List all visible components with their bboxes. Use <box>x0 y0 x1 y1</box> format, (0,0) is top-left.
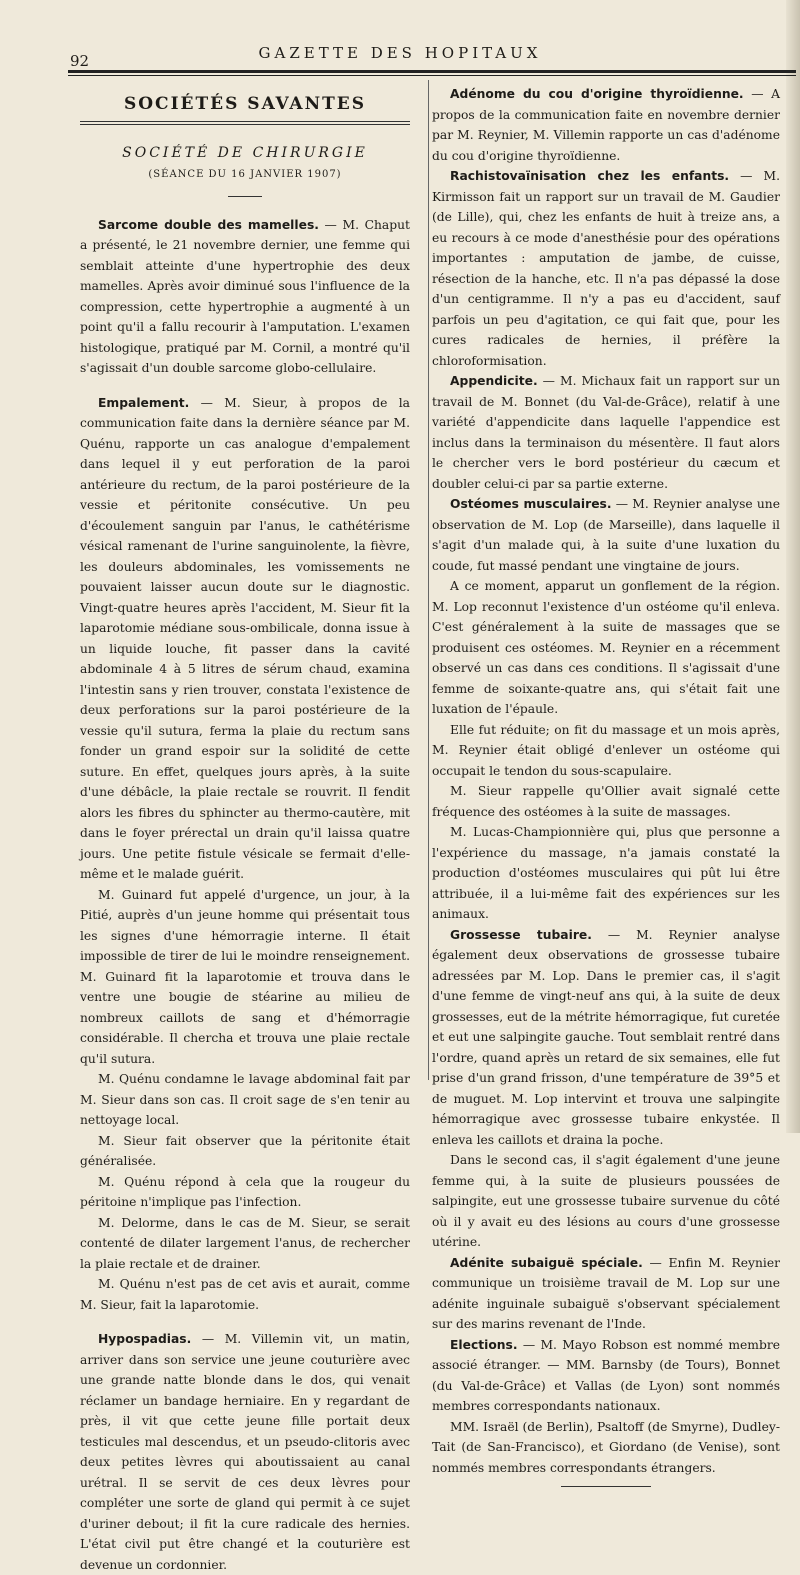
article-text: Elle fut réduite; on fit du massage et un mois après, M. Reynier était obligé d'enlever un ostéome qui occupait le tendon du sous-scapulaire. <box>432 722 780 778</box>
article-text: — Enfin M. Reynier communique un troisième travail de M. Lop sur une adénite inguinale subaiguë s'observant spécialement sur des marins revenant de l'Inde. <box>432 1255 780 1331</box>
article-text: M. Sieur rappelle qu'Ollier avait signalé cette fréquence des ostéomes à la suite de massages. <box>432 784 780 819</box>
article-paragraph <box>432 822 780 925</box>
article-text: — M. Reynier analyse une observation de M. Lop (de Marseille), dans laquelle il s'agit d'un malade qui, à la suite d'une luxation du coude, fut massé pendant une vingtaine de jours. <box>432 497 781 573</box>
article-paragraph <box>432 1253 780 1335</box>
article-paragraph <box>432 1335 780 1417</box>
article-paragraph <box>80 393 410 885</box>
article-heading: Elections. <box>450 1337 518 1352</box>
article-text: — M. Michaux fait un rapport sur un travail de M. Bonnet (du Val-de-Grâce), relatif à une variété d'appendicite dans laquelle l'appendice est inclus dans la terminaison du mésentère. Il faut alors le chercher vers le bord postérieur du cæcum et doubler celui-ci par sa partie externe. <box>432 374 780 491</box>
article-text: M. Lucas-Championnière qui, plus que personne a l'expérience du massage, n'a jamais constaté la production d'ostéomes musculaires qui pût lui être attribuée, il a lui-même fait des expériences sur les animaux. <box>432 825 780 921</box>
seance-date: (SÉANCE DU 16 JANVIER 1907) <box>148 169 342 180</box>
header-rule-thin <box>68 75 796 76</box>
article-text: — M. Reynier analyse également deux observations de grossesse tubaire adressées par M. Lop. Dans le premier cas, il s'agit d'une femme de vingt-neuf ans qui, à la suite de deux grossesses, eut de la métrite hémorragique, fut curetée et eut une salpingite gauche. Tout semblait rentré dans l'ordre, quand après un retard de six semaines, elle fut prise d'un grand frisson, d'une température de 39°5 et de muguet. M. Lop intervint et trouva une salpingite hémorragique avec grossesse tubaire enkystée. Il enleva les caillots et draina la poche. <box>432 927 780 1147</box>
article-text: — M. Mayo Robson est nommé membre associé étranger. — MM. Barnsby (de Tours), Bonnet (du Val-de-Grâce) et Vallas (de Lyon) sont nommés membres correspondants nationaux. <box>432 1337 780 1413</box>
article-text: — M. Chaput a présenté, le 21 novembre dernier, une femme qui semblait atteinte d'une hypertrophie des deux mamelles. Après avoir diminué sous l'influence de la compression, cette hypertrophie a augmenté à un point qu'il a fallu recourir à l'amputation. L'examen histologique, pratiqué par M. Cornil, a montré qu'il s'agissait d'un double sarcome globo-cellulaire. <box>80 217 410 375</box>
article-text: M. Quénu répond à cela que la rougeur du péritoine n'implique pas l'infection. <box>80 1174 410 1209</box>
article-text: M. Delorme, dans le cas de M. Sieur, se serait contenté de dilater largement l'anus, de rechercher la plaie rectale et de drainer. <box>80 1215 410 1271</box>
right-column <box>432 84 780 1487</box>
article-paragraph <box>80 885 410 1070</box>
article-text: M. Guinard fut appelé d'urgence, un jour, à la Pitié, auprès d'un jeune homme qui présentait tous les signes d'une hémorragie interne. Il était impossible de tirer de lui le moindre renseignement. M. Guinard fit la laparotomie et trouva dans le ventre une bougie de stéarine au milieu de nombreux caillots de sang et d'hémorragie considérable. Il chercha et trouva une plaie rectale qu'il sutura. <box>80 887 410 1066</box>
left-column <box>80 84 410 1575</box>
article-heading: Grossesse tubaire. <box>450 927 592 942</box>
article-paragraph <box>80 1131 410 1172</box>
article-heading: Empalement. <box>98 395 190 410</box>
article-heading: Hypospadias. <box>98 1332 192 1346</box>
article-text: — A propos de la communication faite en novembre dernier par M. Reynier, M. Villemin rapporte un cas d'adénome du cou d'origine thyroïdienne. <box>432 87 780 163</box>
article-text: Dans le second cas, il s'agit également d'une jeune femme qui, à la suite de plusieurs poussées de salpingite, eut une grossesse tubaire survenue du côté où il y avait eu des lésions au cours d'une grossesse utérine. <box>432 1153 780 1249</box>
header-rule <box>68 70 796 73</box>
article-paragraph <box>80 1172 410 1213</box>
article-paragraph <box>432 925 780 1151</box>
article-text: A ce moment, apparut un gonflement de la région. M. Lop reconnut l'existence d'un ostéome qu'il enleva. C'est généralement à la suite de massages que se produisent ces ostéomes. M. Reynier en a récemment observé un cas dans ces conditions. Il s'agissait d'une femme de soixante-quatre ans, qui s'était fait une luxation de l'épaule. <box>432 579 780 716</box>
article-heading: Ostéomes musculaires. <box>450 497 612 511</box>
article-heading: Adénite subaiguë spéciale. <box>450 1255 643 1270</box>
section-rule <box>80 121 410 125</box>
running-head: GAZETTE DES HOPITAUX <box>258 44 542 62</box>
article-paragraph <box>432 494 780 576</box>
article-paragraph <box>80 1274 410 1315</box>
article-paragraph <box>432 576 780 720</box>
article-paragraph <box>80 1329 410 1575</box>
society-title: SOCIÉTÉ DE CHIRURGIE <box>122 144 368 161</box>
column-divider <box>428 80 429 1080</box>
article-paragraph <box>80 1213 410 1275</box>
article-paragraph <box>432 1150 780 1253</box>
article-text: M. Quénu n'est pas de cet avis et aurait, comme M. Sieur, fait la laparotomie. <box>80 1277 410 1312</box>
article-paragraph <box>432 166 780 371</box>
article-heading: Appendicite. <box>450 374 538 388</box>
article-paragraph <box>432 720 780 782</box>
article-heading: Sarcome double des mamelles. <box>98 217 319 232</box>
article-text: — M. Sieur, à propos de la communication faite dans la dernière séance par M. Quénu, rapporte un cas analogue d'empalement dans lequel il y eut perforation de la paroi antérieure du rectum, de la paroi postérieure de la vessie et péritonite consécutive. Un peu d'écoulement sanguin par l'anus, le cathétérisme vésical ramenant de l'urine sanguinolente, la fièvre, les douleurs abdominales, les vomissements ne pouvaient laisser aucun doute sur le diagnostic. Vingt-quatre heures après l'accident, M. Sieur fit la laparotomie médiane sous-ombilicale, donna issue à un liquide louche, fit passer dans la cavité abdominale 4 à 5 litres de sérum chaud, examina l'intestin sans y rien trouver, constata l'existence de deux perforations sur la paroi postérieure de la vessie qu'il sutura, ferma la plaie du rectum sans fonder un grand espoir sur la solidité de cette suture. En effet, quelques jours après, à la suite d'une débâcle, la plaie rectale se rouvrit. Il fendit alors les fibres du sphincter au thermo-cautère, mit dans le foyer prérectal un drain qu'il laissa quatre jours. Une petite fistule vésicale se fermait d'elle-même et le malade guérit. <box>80 395 410 881</box>
article-text: M. Sieur fait observer que la péritonite était généralisée. <box>80 1133 410 1168</box>
article-text: — M. Villemin vit, un matin, arriver dans son service une jeune couturière avec une grande natte blonde dans le dos, qui venait réclamer un bandage herniaire. En y regardant de près, il vit que cette jeune fille portait deux testicules mal descendus, et un pseudo-clitoris avec deux petites lèvres qui aboutissaient au canal urétral. Il se servit de ces deux lèvres pour compléter une sorte de gland qui permit à ce sujet d'uriner debout; il fit la cure radicale des hernies. L'état civil put être changé et la couturière est devenue un cordonnier. <box>80 1332 410 1572</box>
article-paragraph <box>432 84 780 166</box>
article-paragraph <box>432 371 780 494</box>
article-heading: Adénome du cou d'origine thyroïdienne. <box>450 87 744 101</box>
article-heading: Rachistovaïnisation chez les enfants. <box>450 169 730 183</box>
end-rule <box>561 1486 651 1487</box>
short-rule <box>228 196 262 197</box>
article-text: — M. Kirmisson fait un rapport sur un travail de M. Gaudier (de Lille), qui, chez les enfants de huit à treize ans, a eu recours à ce mode d'anesthésie pour des opérations importantes : amputation de jambe, de cuisse, résection de la hanche, etc. Il n'a pas dépassé la dose d'un centigramme. Il n'y a pas eu d'accident, sauf parfois un peu d'agitation, ce qui fait que, pour les cures radicales de hernies, il préfère la chloroformisation. <box>432 169 780 368</box>
page-edge <box>786 0 800 1133</box>
article-text: M. Quénu condamne le lavage abdominal fait par M. Sieur dans son cas. Il croit sage de s'en tenir au nettoyage local. <box>80 1072 410 1127</box>
page-number: 92 <box>70 52 90 70</box>
article-text: MM. Israël (de Berlin), Psaltoff (de Smyrne), Dudley-Tait (de San-Francisco), et Giordano (de Venise), sont nommés membres correspondants étrangers. <box>432 1419 780 1475</box>
article-paragraph <box>80 215 410 379</box>
article-paragraph <box>80 1069 410 1131</box>
article-paragraph <box>432 1417 780 1479</box>
article-paragraph <box>432 781 780 822</box>
section-title: SOCIÉTÉS SAVANTES <box>123 94 367 114</box>
